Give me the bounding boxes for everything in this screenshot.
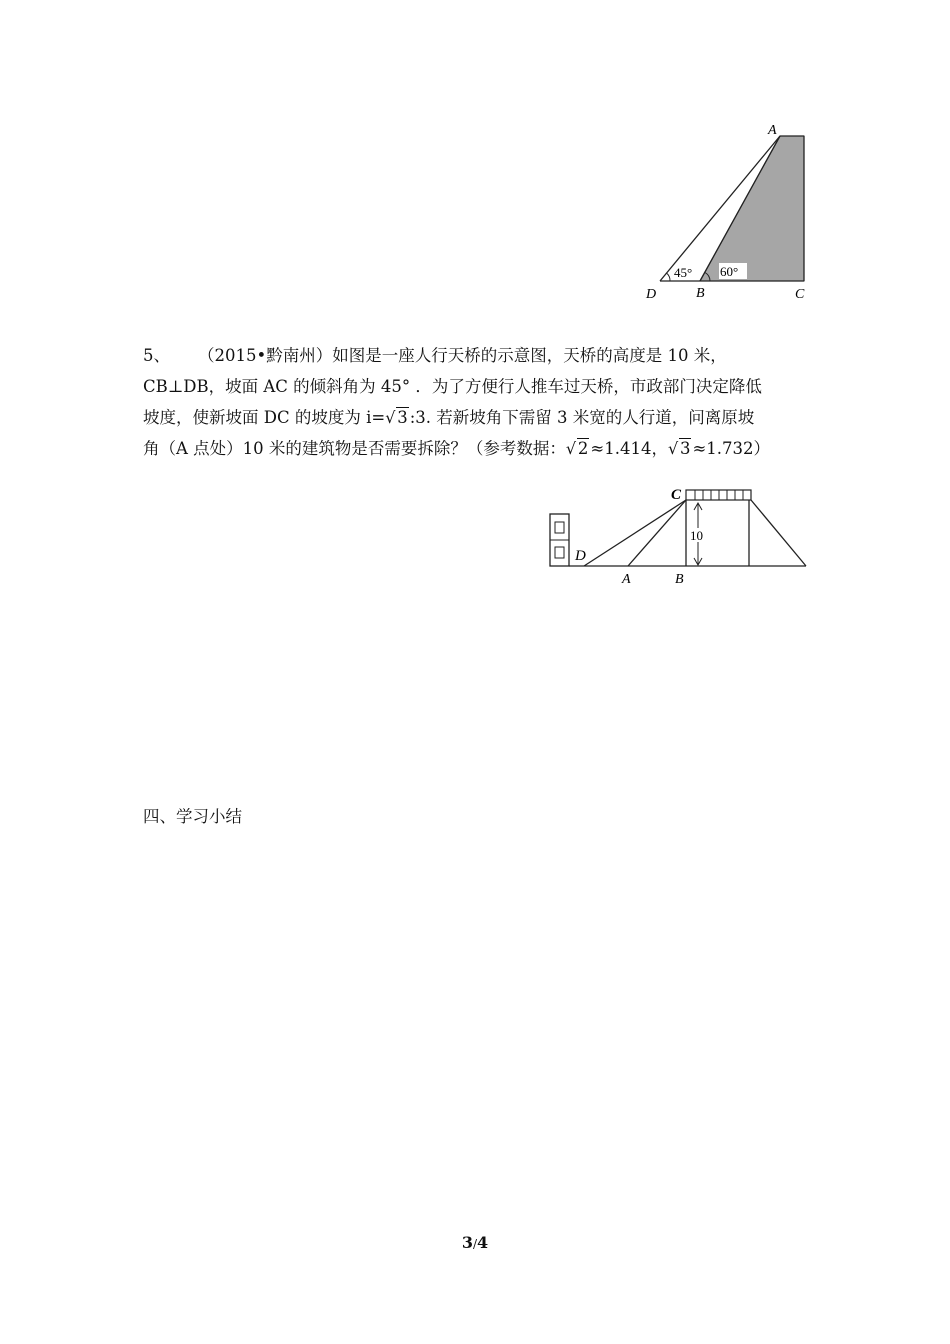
problem-number: 5、 [143, 346, 170, 365]
problem-source: （2015•黔南州） [198, 346, 333, 365]
angle-label-60: 60° [720, 264, 739, 279]
slope-right [751, 500, 806, 566]
problem-line-3 [143, 402, 823, 433]
problem-line-3b: :3. 若新坡角下需留 3 米宽的人行道，问离原坡 [409, 408, 755, 427]
slope-figure [640, 118, 820, 308]
problem-line-1-text: 如图是一座人行天桥的示意图，天桥的高度是 10 米， [332, 346, 727, 365]
problem-line-4a: 角（A 点处）10 米的建筑物是否需要拆除？（参考数据： [143, 439, 566, 458]
page-total: 4 [477, 1233, 489, 1252]
point-label-a: A [768, 123, 777, 138]
slope-ac [628, 500, 686, 566]
problem-line-4 [143, 433, 823, 464]
point-label-c: C [795, 287, 805, 302]
angle-arc-d [667, 273, 671, 281]
problem-line-4b: ≈1.414， [590, 439, 668, 458]
section-4-title: 四、学习小结 [143, 807, 242, 826]
point-label-c: C [671, 487, 682, 503]
page-separator: / [472, 1237, 478, 1251]
point-label-b: B [696, 286, 705, 301]
sqrt-3: √ 3 [385, 408, 408, 427]
angle-label-45: 45° [674, 265, 693, 280]
shaded-embankment [700, 136, 804, 281]
problem-line-1 [143, 340, 823, 371]
sqrt-2: √ 2 [565, 439, 589, 458]
page-number [0, 1233, 950, 1252]
footbridge-figure [540, 482, 815, 592]
point-label-b: B [675, 572, 684, 587]
slope-dc [584, 500, 686, 566]
page-current: 3 [461, 1233, 473, 1252]
point-label-d: D [646, 287, 657, 302]
problem-line-2: CB⊥DB，坡面 AC 的倾斜角为 45° ．为了方便行人推车过天桥，市政部门决定降低 [143, 377, 762, 396]
height-label: 10 [690, 528, 703, 543]
point-label-a: A [622, 572, 631, 587]
sqrt-3-ref: √ 3 [667, 439, 691, 458]
problem-line-4c: ≈1.732） [692, 439, 771, 458]
problem-line-3a: 坡度，使新坡面 DC 的坡度为 i= [143, 408, 386, 427]
problem-5-text [143, 340, 823, 464]
point-label-d: D [575, 548, 586, 564]
